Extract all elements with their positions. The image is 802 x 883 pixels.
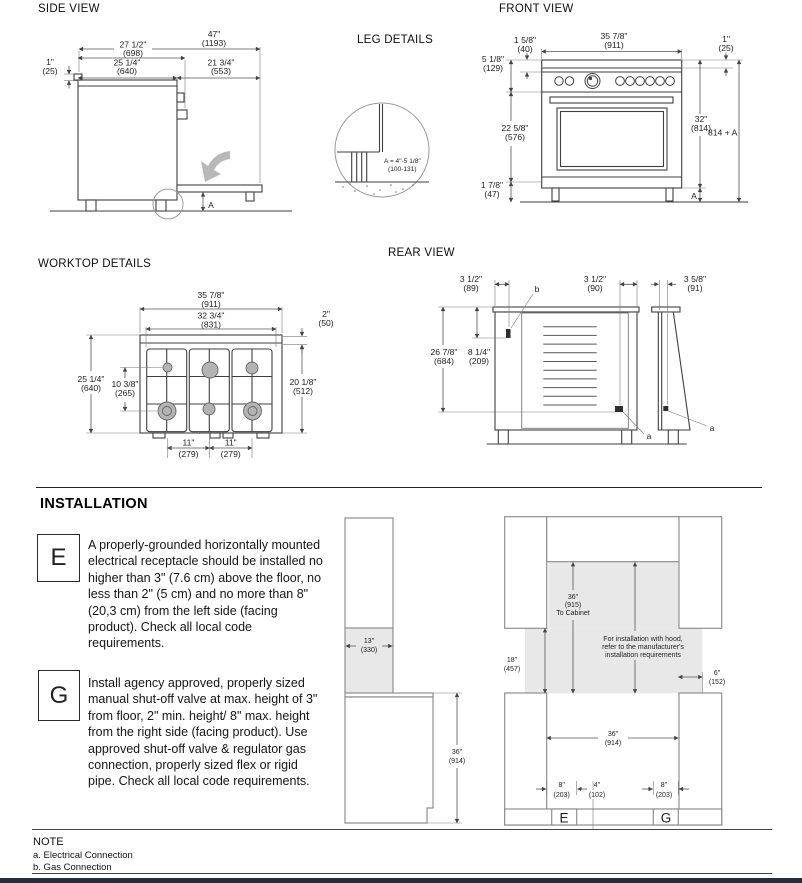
dim-2mm: (50) (318, 318, 334, 328)
dim-1mm: (25) (42, 66, 58, 76)
dim-a-label: A (691, 191, 697, 201)
dim-25mm: (640) (116, 66, 138, 76)
dim-814-mm: (209) (468, 356, 490, 366)
dim-1mm: (25) (718, 43, 734, 53)
install-front-diagram (500, 512, 802, 833)
installation-divider (36, 487, 762, 488)
electrical-instructions: A properly-grounded horizontally mounted electrical receptacle should be installed no higher than 3" (7.6 cm) above the floor, no less than 2" (5 cm) and no more than 8" (20,3 cm) from the left side (facing product). Check all local code requirements. (88, 538, 323, 651)
dim-1038mm: (265) (114, 388, 136, 398)
callout-letter-g: G (49, 681, 69, 709)
front-view-drawing (480, 18, 802, 218)
dim-21mm: (553) (210, 66, 232, 76)
worktop-body (140, 335, 282, 438)
side-view-drawing (30, 18, 320, 233)
dim-518in: 5 1/8" (481, 54, 505, 64)
dim-8a-in: 8" (558, 782, 565, 789)
electrical-connection-marker-side (663, 406, 668, 411)
dim-11L-mm: (279) (178, 449, 199, 459)
dim-3234in: 32 3/4" (197, 310, 225, 321)
note-divider-bottom (32, 873, 772, 874)
label-b: b (534, 284, 540, 294)
dim-312b-in: 3 1/2" (583, 274, 607, 284)
dim-6mm: (152) (708, 679, 726, 686)
dim-36c-mm: (915) (564, 602, 582, 609)
oven-door-window (557, 108, 667, 170)
hood-note-line3: installation requirements (605, 652, 681, 659)
dim-4mm: (102) (588, 792, 606, 799)
dim-158mm: (40) (517, 44, 533, 54)
dim-18mm: (457) (503, 666, 521, 673)
callout-letter-e: E (50, 544, 67, 571)
installation-title: INSTALLATION (40, 496, 148, 512)
dim-32mm: (814) (690, 123, 712, 133)
hood-note-line2: refer to the manufacturer's (602, 644, 684, 651)
dim-312a-mm: (89) (463, 283, 479, 293)
dim-2678-in: 26 7/8" (430, 347, 458, 357)
worktop-details-title: WORKTOP DETAILS (38, 258, 152, 270)
dim-2in: 2" (322, 309, 330, 319)
upper-header (547, 517, 680, 562)
dim-total-height: 814 + A (708, 127, 738, 138)
dim-8a-mm: (203) (553, 792, 570, 799)
dim-6in: 6" (713, 670, 721, 677)
dim-2018in: 20 1/8" (289, 377, 317, 387)
dim-2514in: 25 1/4" (77, 374, 105, 384)
callout-box-g (38, 670, 80, 721)
note-divider-top (32, 829, 772, 830)
oven-handle (550, 97, 673, 103)
leg-details-title: LEG DETAILS (357, 34, 434, 46)
leg-formula: A = 4"-5 1/8" (384, 158, 421, 165)
rear-view-body (487, 307, 690, 444)
dim-1038in: 10 3/8" (111, 379, 139, 389)
dim-158in: 1 5/8" (513, 35, 537, 45)
upper-cabinet-right (679, 517, 722, 629)
dim-312b-mm: (90) (587, 283, 603, 293)
dim-36c-note: To Cabinet (556, 610, 590, 617)
e-position-letter: E (559, 810, 569, 826)
dim-3234mm: (831) (200, 319, 222, 330)
dim-814-in: 8 1/4" (467, 347, 491, 357)
leg-range: (100-131) (388, 166, 417, 173)
dim-36mm: (914) (448, 758, 466, 765)
electrical-connection-marker (615, 406, 623, 412)
gas-connection-marker (506, 329, 511, 338)
side-view-title: SIDE VIEW (38, 3, 100, 15)
rear-side-profile (652, 307, 690, 444)
dim-13in: 13" (363, 638, 375, 645)
leg-details-drawing (325, 95, 460, 210)
dim-1in: 1" (722, 34, 730, 44)
dim-2018mm: (512) (292, 386, 314, 396)
dim-178mm: (47) (484, 189, 500, 199)
leg-detail-shapes (335, 104, 429, 195)
upper-cabinet-left (505, 517, 547, 629)
dim-312a-in: 3 1/2" (459, 274, 483, 284)
base-cabinet-right (679, 693, 722, 825)
dim-36in: 36" (451, 749, 463, 756)
dim-11R-in: 11" (224, 437, 237, 448)
toe-kick-strip (505, 809, 722, 825)
dim-3578mm: (911) (604, 40, 624, 50)
dim-3578in: 35 7/8" (197, 290, 225, 300)
dim-36mm: (914) (604, 740, 622, 747)
base-cabinet (345, 697, 433, 823)
dim-178in: 1 7/8" (480, 180, 504, 190)
dim-8b-in: 8" (660, 782, 668, 789)
label-a: a (646, 431, 652, 441)
rear-view-title: REAR VIEW (388, 247, 455, 259)
dim-518mm: (129) (482, 63, 504, 73)
dim-27mm: (698) (122, 48, 144, 58)
dim-32in: 32" (694, 114, 708, 124)
dim-11L-in: 11" (182, 437, 195, 448)
dim-a-label: A (208, 200, 214, 210)
door-swing-arrow-icon (201, 151, 230, 182)
dim-3578mm: (911) (201, 299, 221, 309)
dim-1in: 1" (46, 57, 54, 67)
dim-36in: 36" (607, 731, 619, 738)
note-item-a: a. Electrical Connection (33, 850, 133, 861)
g-position-letter: G (660, 810, 672, 826)
dim-2514mm: (640) (80, 383, 102, 393)
dim-21in: 21 3/4" (207, 57, 235, 68)
label-a2: a (709, 423, 715, 433)
rear-view-drawing (430, 265, 802, 483)
dim-18in: 18" (506, 657, 518, 664)
install-side-diagram (340, 515, 470, 835)
dim-47in: 47" (207, 29, 221, 39)
side-view-body (50, 74, 292, 211)
dim-25in: 25 1/4" (113, 57, 141, 68)
note-title: NOTE (33, 836, 64, 848)
base-cabinet-left (505, 693, 547, 825)
hood-note-line1: For installation with hood, (603, 636, 683, 643)
front-view-title: FRONT VIEW (499, 3, 574, 15)
dim-2678-mm: (684) (433, 356, 455, 366)
dim-3578in: 35 7/8" (600, 31, 628, 41)
dim-2258mm: (576) (504, 132, 526, 142)
dim-358-in: 3 5/8" (683, 274, 707, 284)
dim-358-mm: (91) (687, 283, 703, 293)
dim-11R-mm: (279) (220, 449, 241, 459)
dim-13mm: (330) (360, 647, 378, 654)
dim-4in: 4" (593, 782, 601, 789)
callout-box-e (37, 534, 80, 582)
gas-instructions: Install agency approved, properly sized manual shut-off valve at max. height of 3" from floor, 2" min. height/ 8" max. height from the right side (facing product). Use approved shut-off valve & regulator gas connection, properly sized flex or rigid pipe. Check all local code requirements. (88, 676, 318, 789)
page-footer-bar (0, 878, 802, 883)
dim-2258in: 22 5/8" (501, 123, 529, 133)
dim-36c-in: 36" (567, 594, 579, 601)
dim-8b-mm: (203) (655, 792, 673, 799)
floor-hatch-dots (342, 183, 414, 195)
note-item-b: b. Gas Connection (33, 861, 112, 873)
dim-27in: 27 1/2" (119, 39, 147, 50)
upper-cabinet (345, 518, 393, 628)
worktop-drawing (60, 290, 350, 480)
dim-47mm: (1193) (201, 38, 227, 48)
